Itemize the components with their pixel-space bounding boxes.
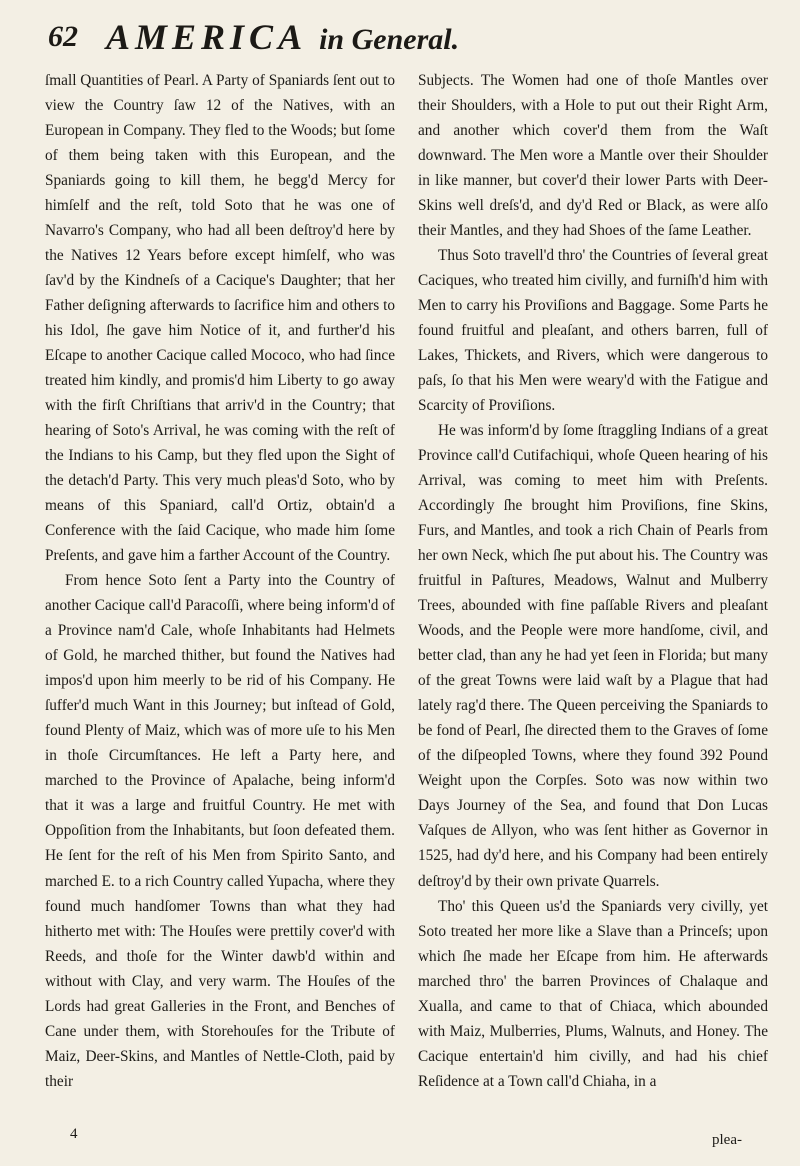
- paragraph: Thus Soto travell'd thro' the Countries of ſeveral great Caciques, who treated him civilly, and furniſh'd him with Men to carry his Proviſions and Baggage. Some Parts he found fruitful and pleaſant, and others barren, full of Lakes, Thickets, and Rivers, which were dangerous to paſs, ſo that his Men were weary'd with the Fatigue and Scarcity of Proviſions.: [418, 247, 768, 415]
- running-title-sub: in General.: [319, 23, 460, 56]
- page-header: [48, 12, 760, 70]
- paragraph: Subjects. The Women had one of thoſe Mantles over their Shoulders, with a Hole to put out their Right Arm, and another which cover'd them from the Waſt downward. The Men wore a Mantle over their Shoulder in like manner, but cover'd their lower Parts with Deer-Skins well dreſs'd, and dy'd Red or Black, as were alſo their Mantles, and they had Shoes of the ſame Leather.: [418, 72, 768, 240]
- page-number: 62: [48, 20, 78, 53]
- right-column: [418, 68, 768, 1094]
- left-column: [45, 68, 395, 1094]
- catchword: plea-: [712, 1132, 742, 1148]
- paragraph: From hence Soto ſent a Party into the Country of another Cacique call'd Paracoſſi, where being inform'd of a Province nam'd Cale, whoſe Inhabitants had Helmets of Gold, he marched thither, but found the Natives had impos'd upon him meerly to be rid of his Company. He ſuffer'd much Want in this Journey; but inſtead of Gold, found Plenty of Maiz, which was of more uſe to his Men in thoſe Circumſtances. He left a Party here, and marched to the Province of Apalache, being inform'd that it was a large and fruitful Country. He met with Oppoſition from the Inhabitants, but ſoon defeated them. He ſent for the reſt of his Men from Spirito Santo, and marched E. to a rich Country called Yupacha, where they found much handſomer Towns than what they had hitherto met with: The Houſes were prettily cover'd with Reeds, and thoſe for the Winter dawb'd within and without with Clay, and very warm. The Houſes of the Lords had great Galleries in the Front, and Benches of Cane under them, with Storehouſes for the Tribute of Maiz, Deer-Skins, and Mantles of Nettle-Cloth, paid by their: [45, 572, 395, 1090]
- paragraph: ſmall Quantities of Pearl. A Party of Spaniards ſent out to view the Country ſaw 12 of the Natives, with an European in Company. They fled to the Woods; but ſome of them being taken with this European, and the Spaniards going to kill them, he begg'd Mercy for himſelf and the reſt, told Soto that he was one of Navarro's Company, who had all been deſtroy'd here by the Natives 12 Years before except himſelf, who was ſav'd by the Kindneſs of a Cacique's Daughter; that her Father deſigning afterwards to ſacrifice him and others to his Idol, ſhe gave him Notice of it, and further'd his Eſcape to another Cacique called Mococo, who had ſince treated him kindly, and promis'd him Liberty to go away with the firſt Chriſtians that arriv'd in the Country; that hearing of Soto's Arrival, he was coming with the reſt of the Indians to his Camp, but they fled upon the Sight of the detach'd Party. This very much pleas'd Soto, who by means of this Spaniard, call'd Ortiz, obtain'd a Conference with the ſaid Cacique, who made him ſome Preſents, and gave him a farther Account of the Country.: [45, 72, 395, 565]
- running-title-main: AMERICA: [106, 17, 306, 57]
- paragraph: Tho' this Queen us'd the Spaniards very civilly, yet Soto treated her more like a Slave than a Princeſs; upon which ſhe made her Eſcape from him. He afterwards marched thro' the barren Provinces of Chalaque and Xualla, and came to that of Chiaca, which abounded with Maiz, Mulberries, Plums, Walnuts, and Honey. The Cacique entertain'd him civilly, and had his chief Reſidence at a Town call'd Chiaha, in a: [418, 897, 768, 1090]
- paragraph: He was inform'd by ſome ſtraggling Indians of a great Province call'd Cutifachiqui, whoſe Queen hearing of his Arrival, was coming to meet him with Preſents. Accordingly ſhe brought him Proviſions, fine Skins, Furs, and Mantles, and took a rich Chain of Pearls from her own Neck, which ſhe put about his. The Country was fruitful in Paſtures, Meadows, Walnut and Mulberry Trees, abounded with fine paſſable Rivers and pleaſant Woods, and the People were more handſome, civil, and better clad, than any he had yet ſeen in Florida; but many of the great Towns were laid waſt by a Plague that had lately rag'd there. The Queen perceiving the Spaniards to be fond of Pearl, ſhe directed them to the Graves of ſome of the diſpeopled Towns, where they found 392 Pound Weight upon the Corpſes. Soto was now within two Days Journey of the Sea, and found that Don Lucas Vaſques de Allyon, who was ſent hither as Governor in 1525, had dy'd here, and his Company had been entirely deſtroy'd by their own private Quarrels.: [418, 422, 768, 890]
- signature-mark: 4: [70, 1126, 78, 1142]
- running-title: [106, 16, 459, 58]
